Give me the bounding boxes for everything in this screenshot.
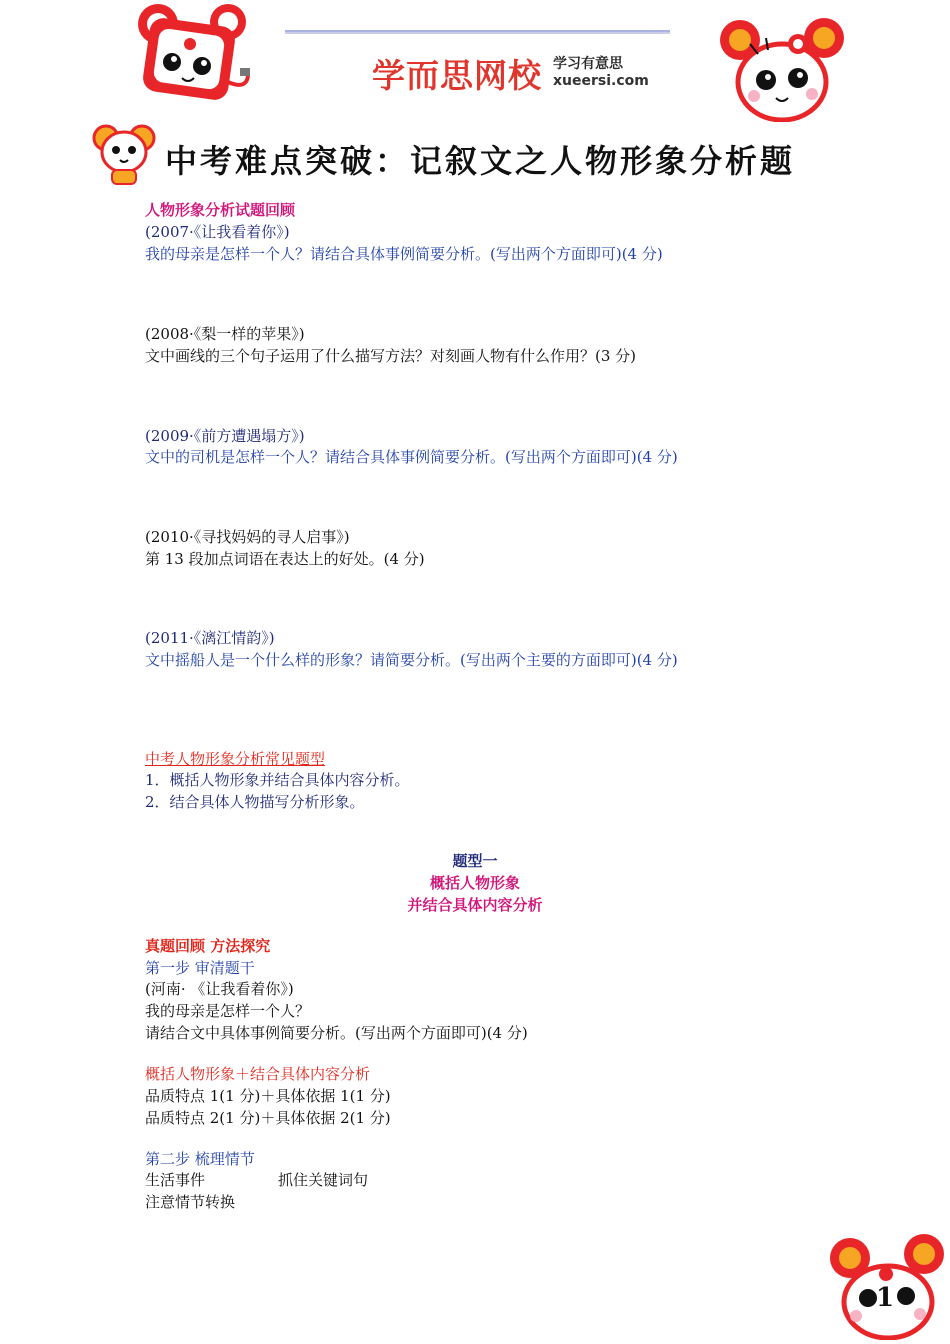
review-question-2011: 文中摇船人是一个什么样的形象？请简要分析。(写出两个主要的方面即可)(4 分) [145,651,678,669]
review-source-2009: (2009·《前方遭遇塌方》) [145,427,305,445]
method-source: (河南· 《让我看着你》) [145,980,294,998]
method-point-2: 品质特点 2(1 分)＋具体依据 2(1 分) [145,1109,391,1127]
review-source-2011: (2011·《漓江情韵》) [145,629,275,647]
brand-slogan: 学习有意思 [553,56,623,72]
header-rule [285,14,670,34]
types-item-1: 1．概括人物形象并结合具体内容分析。 [145,771,410,789]
review-question-2010: 第 13 段加点词语在表达上的好处。(4 分) [145,550,425,568]
types-item-2: 2．结合具体人物描写分析形象。 [145,793,365,811]
review-question-2009: 文中的司机是怎样一个人？请结合具体事例简要分析。(写出两个方面即可)(4 分) [145,448,678,466]
type-one-line-1: 概括人物形象 [429,874,520,892]
review-source-2010: (2010·《寻找妈妈的寻人启事》) [145,528,350,546]
method-question-1: 我的母亲是怎样一个人？ [145,1002,311,1020]
page-number: 1 [876,1283,895,1313]
types-heading: 中考人物形象分析常见题型 [145,750,326,768]
mascot-small-icon [92,118,156,186]
type-one-label: 题型一 [452,852,498,870]
brand-name: 学而思网校 [372,56,542,95]
method-step-2: 第二步 梳理情节 [145,1150,255,1168]
brand-url: xueersi.com [553,73,649,89]
type-one-line-2: 并结合具体内容分析 [407,896,543,914]
review-question-2008: 文中画线的三个句子运用了什么描写方法？对刻画人物有什么作用？(3 分) [145,347,637,365]
method-point-1: 品质特点 1(1 分)＋具体依据 1(1 分) [145,1087,391,1105]
page-title: 中考难点突破：记叙文之人物形象分析题 [165,142,796,180]
method-step-1: 第一步 审清题干 [145,959,255,977]
mascot-mouse-right-icon [718,10,850,122]
method-heading: 真题回顾 方法探究 [145,937,271,955]
method-question-2: 请结合文中具体事例简要分析。(写出两个方面即可)(4 分) [145,1024,528,1042]
method-event: 生活事件 [145,1171,206,1189]
mascot-robot-left-icon [128,2,260,110]
review-heading: 人物形象分析试题回顾 [145,201,296,219]
review-source-2008: (2008·《梨一样的苹果》) [145,325,305,343]
review-source-2007: (2007·《让我看着你》) [145,223,290,241]
method-turn: 注意情节转换 [145,1193,236,1211]
method-keywords: 抓住关键词句 [278,1171,369,1189]
review-question-2007: 我的母亲是怎样一个人？请结合具体事例简要分析。(写出两个方面即可)(4 分) [145,245,663,263]
method-formula: 概括人物形象＋结合具体内容分析 [145,1065,371,1083]
